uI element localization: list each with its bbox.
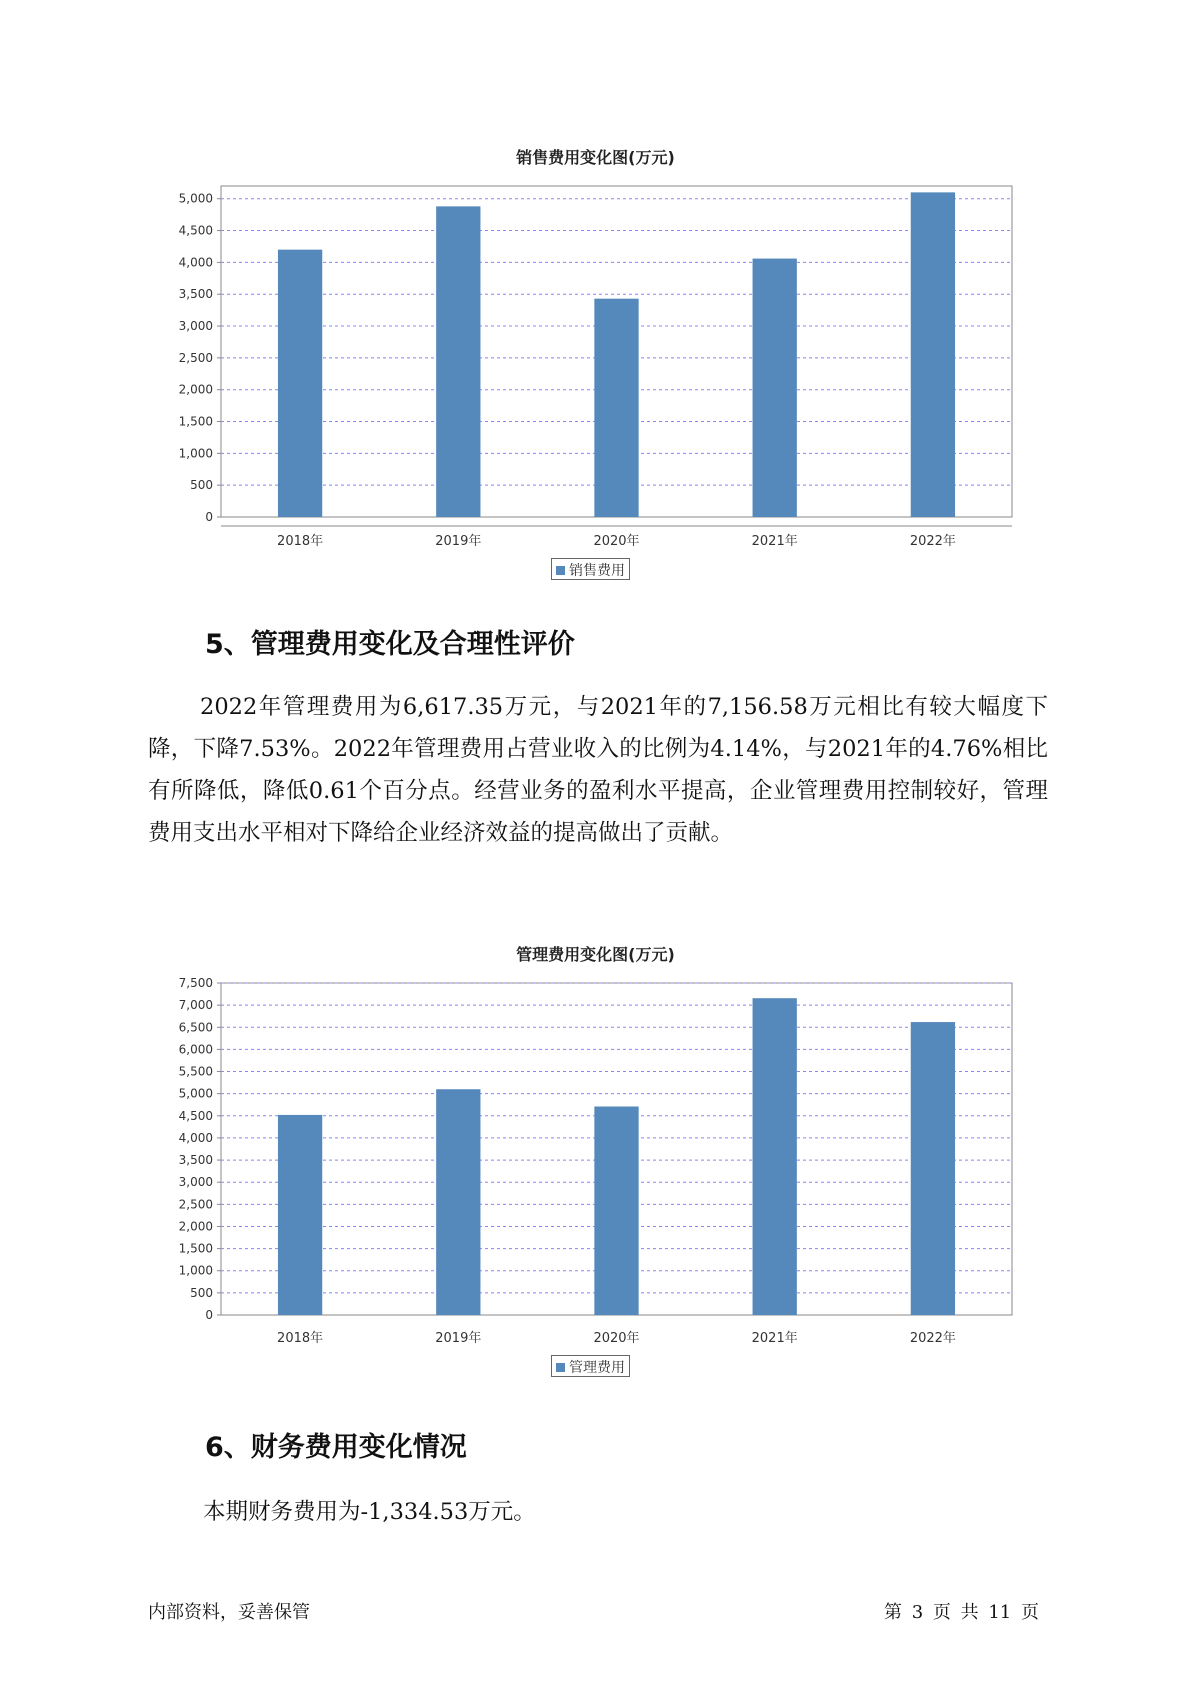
- y-tick-label: 2,000: [178, 1219, 213, 1234]
- legend-label: 销售费用: [569, 563, 625, 579]
- x-tick-label: 2020年: [593, 534, 640, 549]
- y-tick-label: 3,500: [178, 1153, 213, 1168]
- y-tick-label: 7,000: [178, 998, 213, 1013]
- y-tick-label: 1,000: [178, 1263, 213, 1278]
- y-tick-label: 6,500: [178, 1020, 213, 1035]
- admin-chart-legend: [551, 1355, 630, 1377]
- footer-page-number: 第 3 页 共 11 页: [884, 1602, 1039, 1623]
- bar: [911, 1022, 955, 1315]
- y-tick-label: 4,500: [178, 1108, 213, 1123]
- y-tick-label: 0: [205, 1308, 213, 1322]
- x-tick-label: 2021年: [751, 534, 798, 549]
- y-tick-label: 5,000: [178, 191, 213, 206]
- y-tick-label: 2,500: [178, 1197, 213, 1212]
- x-tick-label: 2019年: [435, 1331, 482, 1346]
- y-tick-label: 3,500: [178, 287, 213, 302]
- y-tick-label: 7,500: [178, 976, 213, 990]
- x-tick-label: 2019年: [435, 534, 482, 549]
- y-tick-label: 5,500: [178, 1064, 213, 1079]
- sales-chart-title: 销售费用变化图(万元): [516, 148, 675, 167]
- x-tick-label: 2018年: [277, 534, 324, 549]
- x-tick-label: 2020年: [593, 1331, 640, 1346]
- y-tick-label: 0: [205, 510, 213, 524]
- y-tick-label: 2,000: [178, 382, 213, 397]
- legend-label: 管理费用: [569, 1360, 625, 1376]
- y-tick-label: 500: [190, 1285, 213, 1300]
- y-tick-label: 4,000: [178, 1130, 213, 1145]
- section-6-heading: 6、财务费用变化情况: [205, 1432, 467, 1463]
- section-5-heading: 5、管理费用变化及合理性评价: [205, 629, 575, 660]
- y-tick-label: 1,500: [178, 1241, 213, 1256]
- y-tick-label: 5,000: [178, 1086, 213, 1101]
- legend-swatch: [556, 1363, 565, 1372]
- bar: [278, 1115, 322, 1315]
- y-tick-label: 6,000: [178, 1042, 213, 1057]
- x-tick-label: 2021年: [751, 1331, 798, 1346]
- bar: [436, 1089, 480, 1315]
- y-tick-label: 1,500: [178, 414, 213, 429]
- section-5-paragraph: 2022年管理费用为6,617.35万元，与2021年的7,156.58万元相比有较大幅度下降，下降7.53%。2022年管理费用占营业收入的比例为4.14%，与2021年的4.76%相比有所降低，降低0.61个百分点。经营业务的盈利水平提高，企业管理费用控制较好，管理费用支出水平相对下降给企业经济效益的提高做出了贡献。: [148, 694, 1048, 846]
- x-tick-label: 2022年: [909, 534, 956, 549]
- bar: [594, 1107, 638, 1315]
- y-tick-label: 1,000: [178, 446, 213, 461]
- x-tick-label: 2022年: [909, 1331, 956, 1346]
- y-tick-label: 2,500: [178, 350, 213, 365]
- footer-confidential-note: 内部资料，妥善保管: [148, 1602, 310, 1623]
- bar: [753, 998, 797, 1315]
- admin-chart-title: 管理费用变化图(万元): [516, 945, 675, 964]
- y-tick-label: 4,500: [178, 223, 213, 238]
- y-tick-label: 3,000: [178, 319, 213, 334]
- x-tick-label: 2018年: [277, 1331, 324, 1346]
- y-tick-label: 3,000: [178, 1175, 213, 1190]
- section-6-paragraph: 本期财务费用为-1,334.53万元。: [203, 1499, 536, 1525]
- y-tick-label: 4,000: [178, 255, 213, 270]
- y-tick-label: 500: [190, 478, 213, 493]
